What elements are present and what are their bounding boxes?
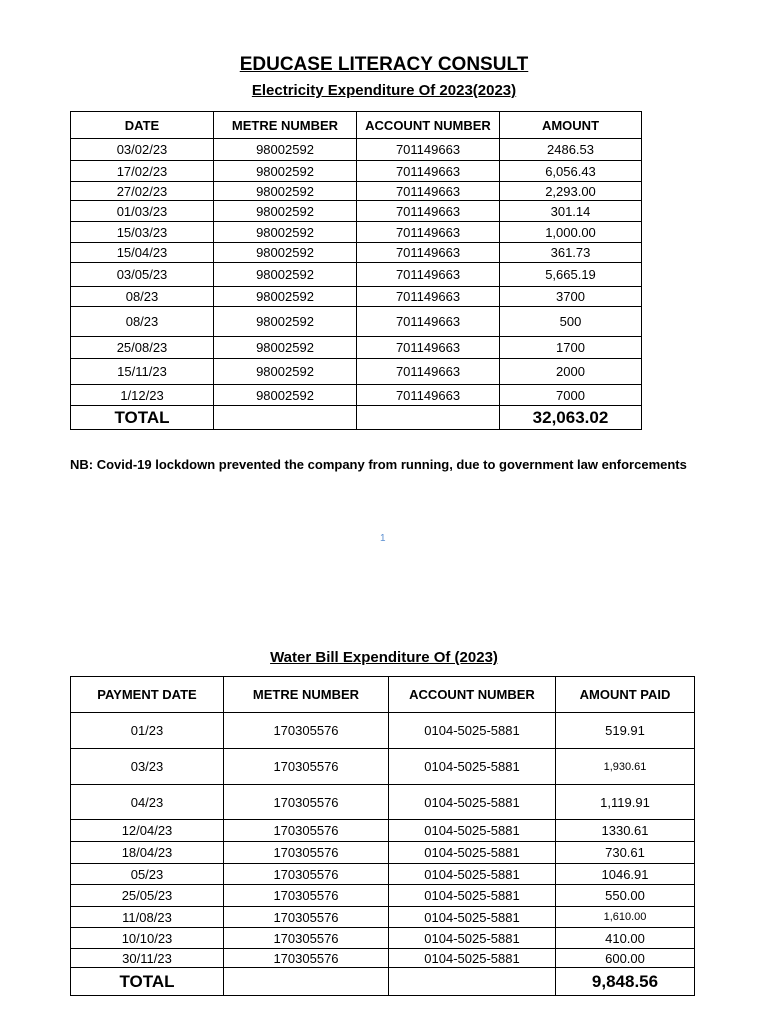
amount-paid-cell: 550.00 — [556, 885, 695, 907]
date-cell: 03/05/23 — [71, 263, 214, 287]
metre-number-cell: 98002592 — [214, 201, 357, 222]
metre-number-cell: 98002592 — [214, 263, 357, 287]
metre-number-cell: 170305576 — [224, 864, 389, 885]
amount-paid-cell: 1046.91 — [556, 864, 695, 885]
table-row — [71, 337, 642, 359]
table-row — [71, 243, 642, 263]
amount-paid-cell: 1,930.61 — [556, 749, 695, 785]
account-number-cell: 0104-5025-5881 — [389, 864, 556, 885]
payment-date-cell: 05/23 — [71, 864, 224, 885]
date-cell: 17/02/23 — [71, 161, 214, 182]
payment-date-cell: 30/11/23 — [71, 949, 224, 968]
amount-cell: 500 — [500, 307, 642, 337]
amount-paid-cell: 730.61 — [556, 842, 695, 864]
column-header-amount: AMOUNT — [500, 112, 642, 139]
payment-date-cell: 18/04/23 — [71, 842, 224, 864]
date-cell: 08/23 — [71, 307, 214, 337]
page-number: 1 — [380, 533, 386, 544]
metre-number-cell: 170305576 — [224, 885, 389, 907]
table-row — [71, 713, 695, 749]
account-number-cell: 701149663 — [357, 222, 500, 243]
total-empty-cell — [389, 968, 556, 996]
payment-date-cell: 03/23 — [71, 749, 224, 785]
amount-paid-cell: 1,610.00 — [556, 907, 695, 928]
table-row — [71, 307, 642, 337]
amount-cell: 6,056.43 — [500, 161, 642, 182]
metre-number-cell: 98002592 — [214, 385, 357, 406]
account-number-cell: 701149663 — [357, 161, 500, 182]
metre-number-cell: 98002592 — [214, 307, 357, 337]
table-row — [71, 907, 695, 928]
table-row — [71, 222, 642, 243]
account-number-cell: 0104-5025-5881 — [389, 785, 556, 820]
company-title: EDUCASE LITERACY CONSULT — [239, 54, 529, 75]
metre-number-cell: 170305576 — [224, 749, 389, 785]
payment-date-cell: 25/05/23 — [71, 885, 224, 907]
payment-date-cell: 01/23 — [71, 713, 224, 749]
metre-number-cell: 170305576 — [224, 820, 389, 842]
amount-cell: 2486.53 — [500, 139, 642, 161]
metre-number-cell: 98002592 — [214, 337, 357, 359]
table-row — [71, 263, 642, 287]
payment-date-cell: 12/04/23 — [71, 820, 224, 842]
column-header-payment-date: PAYMENT DATE — [71, 677, 224, 713]
date-cell: 15/11/23 — [71, 359, 214, 385]
column-header-account-number: ACCOUNT NUMBER — [389, 677, 556, 713]
amount-paid-cell: 519.91 — [556, 713, 695, 749]
metre-number-cell: 98002592 — [214, 139, 357, 161]
account-number-cell: 701149663 — [357, 201, 500, 222]
column-header-metre-number: METRE NUMBER — [214, 112, 357, 139]
electricity-total-amount: 32,063.02 — [500, 406, 642, 430]
metre-number-cell: 170305576 — [224, 713, 389, 749]
total-empty-cell — [214, 406, 357, 430]
payment-date-cell: 10/10/23 — [71, 928, 224, 949]
column-header-account-number: ACCOUNT NUMBER — [357, 112, 500, 139]
electricity-rows — [71, 139, 642, 406]
table-row — [71, 885, 695, 907]
account-number-cell: 0104-5025-5881 — [389, 842, 556, 864]
amount-paid-cell: 1330.61 — [556, 820, 695, 842]
account-number-cell: 0104-5025-5881 — [389, 949, 556, 968]
table-row — [71, 359, 642, 385]
date-cell: 08/23 — [71, 287, 214, 307]
table-row — [71, 287, 642, 307]
account-number-cell: 701149663 — [357, 307, 500, 337]
payment-date-cell: 11/08/23 — [71, 907, 224, 928]
total-empty-cell — [357, 406, 500, 430]
amount-cell: 2000 — [500, 359, 642, 385]
account-number-cell: 701149663 — [357, 337, 500, 359]
amount-cell: 5,665.19 — [500, 263, 642, 287]
amount-paid-cell: 600.00 — [556, 949, 695, 968]
metre-number-cell: 170305576 — [224, 928, 389, 949]
amount-paid-cell: 410.00 — [556, 928, 695, 949]
column-header-amount-paid: AMOUNT PAID — [556, 677, 695, 713]
account-number-cell: 701149663 — [357, 182, 500, 201]
table-row — [71, 864, 695, 885]
account-number-cell: 0104-5025-5881 — [389, 749, 556, 785]
electricity-table — [70, 111, 642, 430]
account-number-cell: 0104-5025-5881 — [389, 928, 556, 949]
covid-note: NB: Covid-19 lockdown prevented the company from running, due to government law enforcements — [70, 457, 687, 472]
table-row — [71, 182, 642, 201]
date-cell: 25/08/23 — [71, 337, 214, 359]
metre-number-cell: 98002592 — [214, 243, 357, 263]
metre-number-cell: 98002592 — [214, 222, 357, 243]
table-row — [71, 161, 642, 182]
table-row — [71, 928, 695, 949]
table-row — [71, 820, 695, 842]
account-number-cell: 701149663 — [357, 139, 500, 161]
date-cell: 01/03/23 — [71, 201, 214, 222]
column-header-metre-number: METRE NUMBER — [224, 677, 389, 713]
amount-cell: 1700 — [500, 337, 642, 359]
column-header-date: DATE — [71, 112, 214, 139]
date-cell: 15/03/23 — [71, 222, 214, 243]
table-row — [71, 139, 642, 161]
metre-number-cell: 170305576 — [224, 785, 389, 820]
account-number-cell: 0104-5025-5881 — [389, 820, 556, 842]
account-number-cell: 701149663 — [357, 263, 500, 287]
water-total-amount: 9,848.56 — [556, 968, 695, 996]
water-rows — [71, 713, 695, 968]
amount-cell: 7000 — [500, 385, 642, 406]
date-cell: 1/12/23 — [71, 385, 214, 406]
account-number-cell: 701149663 — [357, 287, 500, 307]
table-row — [71, 201, 642, 222]
metre-number-cell: 98002592 — [214, 182, 357, 201]
table-row — [71, 785, 695, 820]
electricity-title: Electricity Expenditure Of 2023(2023) — [251, 82, 517, 99]
date-cell: 15/04/23 — [71, 243, 214, 263]
total-empty-cell — [224, 968, 389, 996]
metre-number-cell: 98002592 — [214, 287, 357, 307]
amount-cell: 1,000.00 — [500, 222, 642, 243]
amount-paid-cell: 1,119.91 — [556, 785, 695, 820]
amount-cell: 301.14 — [500, 201, 642, 222]
account-number-cell: 0104-5025-5881 — [389, 907, 556, 928]
payment-date-cell: 04/23 — [71, 785, 224, 820]
table-row — [71, 949, 695, 968]
metre-number-cell: 170305576 — [224, 842, 389, 864]
date-cell: 27/02/23 — [71, 182, 214, 201]
metre-number-cell: 98002592 — [214, 359, 357, 385]
account-number-cell: 0104-5025-5881 — [389, 713, 556, 749]
amount-cell: 2,293.00 — [500, 182, 642, 201]
table-row — [71, 385, 642, 406]
total-label: TOTAL — [71, 968, 224, 996]
amount-cell: 361.73 — [500, 243, 642, 263]
water-title: Water Bill Expenditure Of (2023) — [270, 649, 498, 666]
account-number-cell: 701149663 — [357, 359, 500, 385]
metre-number-cell: 98002592 — [214, 161, 357, 182]
metre-number-cell: 170305576 — [224, 907, 389, 928]
account-number-cell: 0104-5025-5881 — [389, 885, 556, 907]
date-cell: 03/02/23 — [71, 139, 214, 161]
total-label: TOTAL — [71, 406, 214, 430]
account-number-cell: 701149663 — [357, 243, 500, 263]
table-row — [71, 749, 695, 785]
water-table — [70, 676, 695, 996]
metre-number-cell: 170305576 — [224, 949, 389, 968]
account-number-cell: 701149663 — [357, 385, 500, 406]
amount-cell: 3700 — [500, 287, 642, 307]
table-row — [71, 842, 695, 864]
